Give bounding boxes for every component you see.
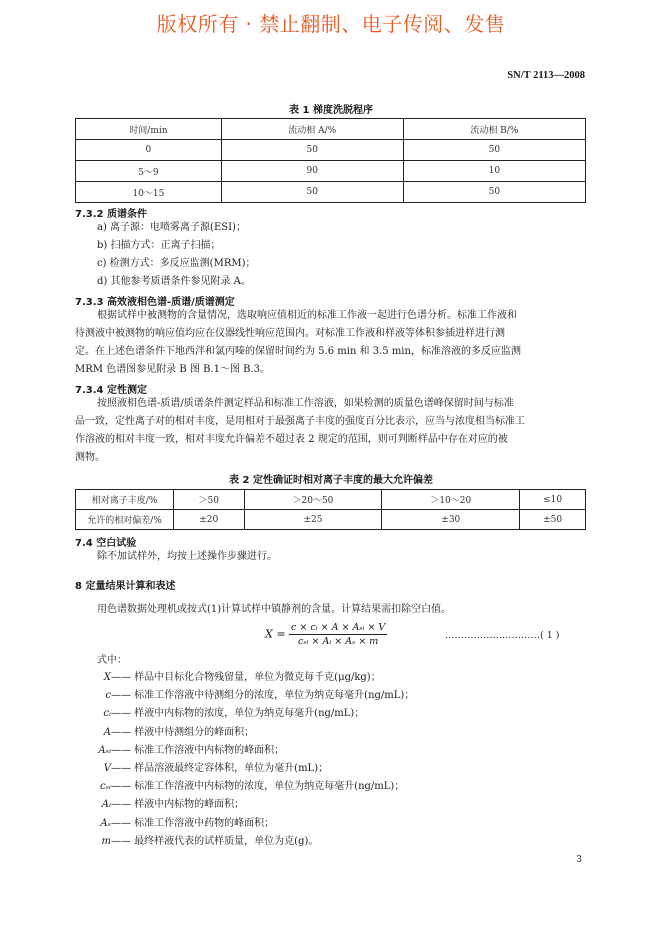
variable-desc: —— 标准工作溶液中待测组分的浓度，单位为纳克每毫升(ng/mL)； — [111, 690, 415, 702]
table-row — [76, 510, 586, 530]
paragraph-line: MRM 色谱图参见附录 B 图 B.1～图 B.3。 — [75, 364, 271, 375]
table-cell: 90 — [221, 161, 403, 182]
table2-caption: 表 2 定性确证时相对离子丰度的最大允许偏差 — [229, 475, 433, 486]
paragraph-line: 按照液相色谱-质谱/质谱条件测定样品和标准工作溶液，如果检测的质量色谱峰保留时间与标准 — [97, 398, 514, 409]
list-item: b) 扫描方式：正离子扫描； — [97, 240, 221, 251]
section-heading-7-4: 7.4 空白试验 — [75, 538, 137, 549]
table-cell: ±30 — [382, 510, 520, 530]
table-header-cell: 流动相 B/% — [403, 119, 585, 140]
table-header-cell: 流动相 A/% — [221, 119, 403, 140]
table-cell: 50 — [403, 140, 585, 161]
calculation-text: 用色谱数据处理机或按式(1)计算试样中镇静剂的含量。计算结果需扣除空白值。 — [97, 604, 452, 615]
variable-symbol: c — [105, 690, 111, 702]
copyright-banner: 版权所有 · 禁止翻制、电子传阅、发售 — [156, 12, 506, 36]
variable-row — [97, 760, 414, 778]
variable-desc: —— 标准工作溶液中内标物的浓度，单位为纳克每毫升(ng/mL)； — [111, 781, 405, 793]
section-heading-8: 8 定量结果计算和表述 — [75, 581, 176, 592]
variable-symbol: m — [101, 835, 111, 847]
table-cell: 10～15 — [76, 182, 222, 203]
table-header-cell: 时间/min — [76, 119, 222, 140]
table-cell: 50 — [221, 140, 403, 161]
paragraph-line: 作溶液的相对丰度一致，相对丰度允许偏差不超过表 2 规定的范围，则可判断样品中存在对应的被 — [75, 434, 508, 445]
variable-row — [97, 742, 414, 760]
section-heading-7-3-3: 7.3.3 高效液相色谱-质谱/质谱测定 — [75, 297, 235, 308]
variable-row — [97, 778, 414, 796]
table-cell: 10 — [403, 161, 585, 182]
variable-symbol: cᵢ — [103, 708, 111, 720]
where-label: 式中： — [97, 655, 127, 666]
variable-desc: —— 标准工作溶液中内标物的峰面积； — [111, 744, 285, 756]
variable-row — [97, 687, 414, 705]
variable-symbol: cₛᵢ — [100, 781, 111, 793]
table-cell: 50 — [221, 182, 403, 203]
table-cell: 相对离子丰度/% — [76, 490, 174, 510]
table-header-row — [76, 119, 586, 140]
variable-symbol: A — [103, 726, 111, 738]
paragraph-line: 定。在上述色谱条件下地西泮和氯丙嗪的保留时间约为 5.6 min 和 3.5 min，标准溶液的多反应监测 — [75, 346, 521, 357]
variable-row — [97, 833, 414, 851]
table-cell: ±25 — [244, 510, 382, 530]
paragraph-line: 品一致，定性离子对的相对丰度，是用相对于最强离子丰度的强度百分比表示，应当与浓度相当标准工 — [75, 416, 525, 427]
table-cell: 5～9 — [76, 161, 222, 182]
variable-desc: —— 最终样液代表的试样质量，单位为克(g)。 — [111, 835, 319, 847]
paragraph-line: 测物。 — [75, 452, 105, 463]
ion-abundance-table — [75, 489, 586, 530]
variable-desc: —— 标准工作溶液中药物的峰面积； — [111, 817, 275, 829]
table-cell: 50 — [403, 182, 585, 203]
variable-row — [97, 796, 414, 814]
formula-1 — [265, 622, 387, 647]
table-cell: ±20 — [174, 510, 245, 530]
variable-row — [97, 815, 414, 833]
table-row — [76, 490, 586, 510]
variable-row — [97, 669, 414, 687]
formula-number: …………………………( 1 ) — [445, 630, 560, 641]
paragraph-line: 根据试样中被测物的含量情况，选取响应值相近的标准工作液一起进行色谱分析。标准工作液和 — [97, 310, 517, 321]
variable-desc: —— 样液中内标物的峰面积； — [111, 799, 245, 811]
gradient-table — [75, 118, 586, 203]
formula-numerator: c × cᵢ × A × Aₛᵢ × V — [291, 622, 386, 633]
variable-symbol: V — [103, 763, 111, 775]
section-heading-7-3-2: 7.3.2 质谱条件 — [75, 209, 147, 220]
standard-number: SN/T 2113—2008 — [507, 70, 585, 81]
variable-desc: —— 样品中目标化合物残留量，单位为微克每千克(μg/kg)； — [111, 672, 381, 683]
table-cell: 0 — [76, 140, 222, 161]
variable-list — [97, 669, 414, 851]
variable-symbol: Aₛ — [100, 817, 111, 829]
ms-conditions-list — [97, 219, 256, 291]
table-cell: ＞50 — [174, 490, 245, 510]
hplc-paragraph — [75, 307, 587, 379]
table-row — [76, 140, 586, 161]
variable-row — [97, 724, 414, 742]
paragraph-line: 待测液中被测物的响应值均应在仪器线性响应范围内。对标准工作液和样液等体积参插进样进行测 — [75, 328, 505, 339]
variable-row — [97, 705, 414, 723]
page-number: 3 — [576, 855, 582, 865]
list-item: c) 检测方式：多反应监测(MRM)； — [97, 258, 256, 269]
table-row — [76, 161, 586, 182]
table-cell: ±50 — [520, 510, 586, 530]
table-cell: ＞10～20 — [382, 490, 520, 510]
list-item: d) 其他参考质谱条件参见附录 A。 — [97, 276, 251, 287]
variable-symbol: Aᵢ — [101, 799, 111, 811]
formula-denominator: cₛᵢ × Aᵢ × Aₛ × m — [298, 636, 379, 647]
formula-lhs: X = — [265, 627, 286, 641]
table-row — [76, 182, 586, 203]
variable-symbol: X — [103, 672, 111, 683]
variable-symbol: Aₛᵢ — [98, 744, 111, 756]
table1-caption: 表 1 梯度洗脱程序 — [289, 105, 373, 116]
list-item: a) 离子源：电喷雾离子源(ESI)； — [97, 222, 246, 233]
qualitative-paragraph — [75, 395, 587, 467]
formula-fraction — [289, 622, 387, 647]
variable-desc: —— 样品溶液最终定容体积，单位为毫升(mL)； — [111, 763, 329, 775]
blank-test-text: 除不加试样外，均按上述操作步骤进行。 — [97, 551, 277, 562]
table-cell: ≤10 — [520, 490, 586, 510]
section-heading-7-3-4: 7.3.4 定性测定 — [75, 385, 147, 396]
table-cell: 允许的相对偏差/% — [76, 510, 174, 530]
variable-desc: —— 样液中待测组分的峰面积； — [111, 726, 255, 738]
table-cell: ＞20～50 — [244, 490, 382, 510]
variable-desc: —— 样液中内标物的浓度，单位为纳克每毫升(ng/mL)； — [111, 708, 365, 720]
